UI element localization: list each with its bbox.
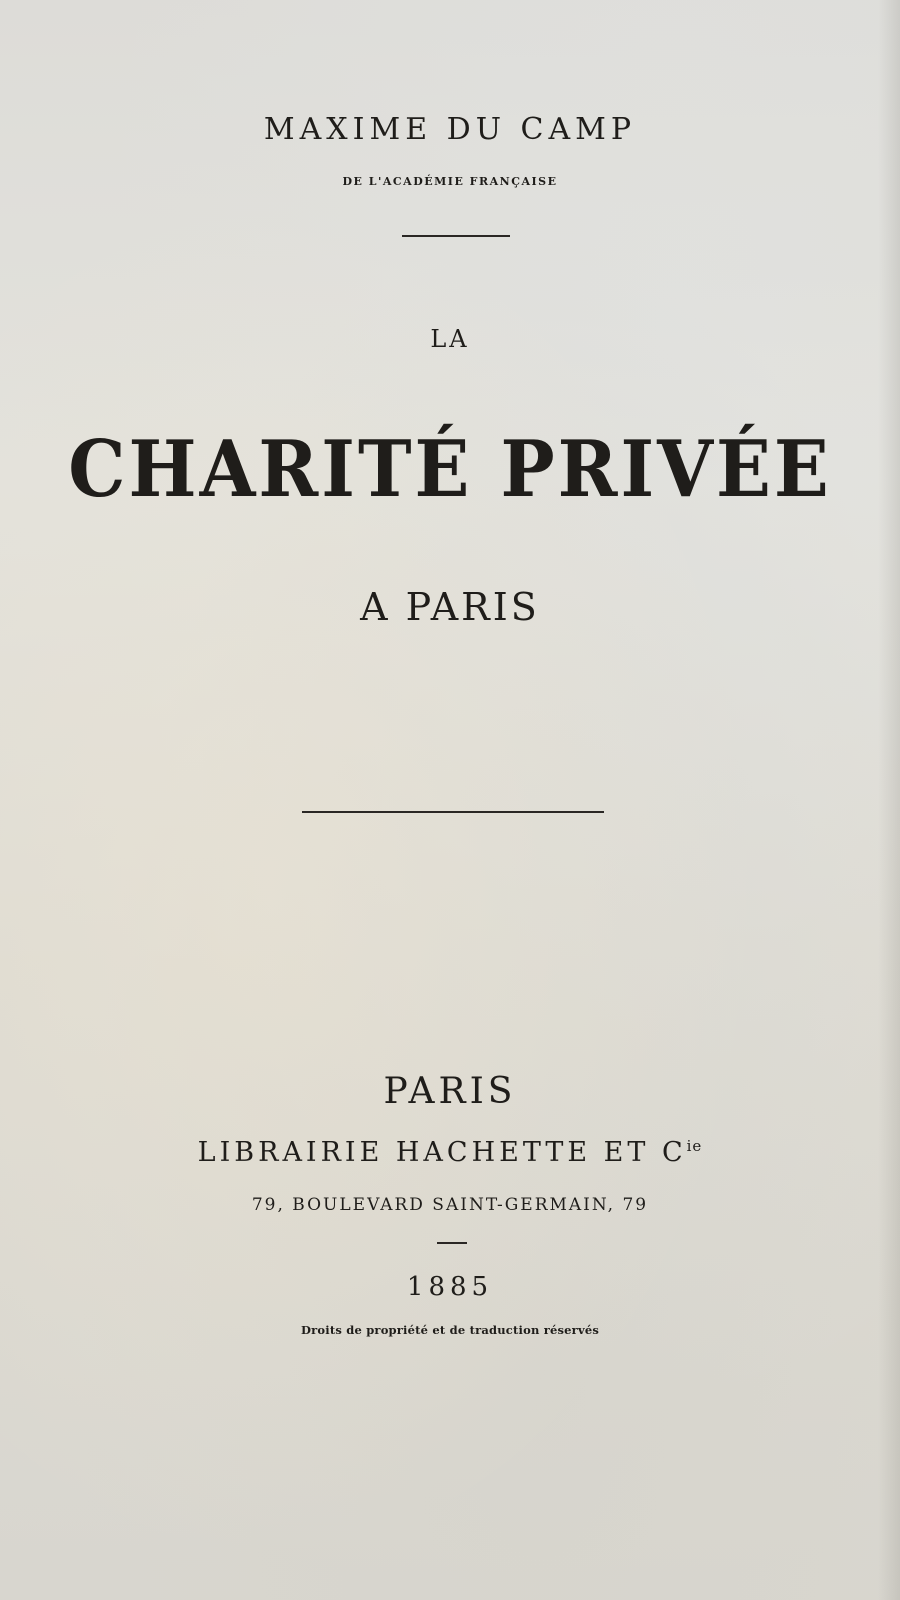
divider-long bbox=[302, 811, 604, 813]
rights-notice: Droits de propriété et de traduction réservés bbox=[300, 1323, 600, 1337]
author-affiliation: DE L'ACADÉMIE FRANÇAISE bbox=[342, 175, 558, 188]
author-name: MAXIME DU CAMP bbox=[263, 112, 637, 147]
imprint-city: PARIS bbox=[383, 1071, 517, 1112]
publication-year: 1885 bbox=[406, 1272, 494, 1302]
publisher-suffix: ie bbox=[686, 1137, 703, 1155]
publisher-address: 79, BOULEVARD SAINT-GERMAIN, 79 bbox=[251, 1195, 649, 1215]
divider-short bbox=[402, 235, 510, 237]
title-article: LA bbox=[430, 325, 470, 353]
divider-tiny bbox=[437, 1242, 467, 1244]
book-title: CHARITÉ PRIVÉE bbox=[68, 422, 832, 515]
publisher-name-text: LIBRAIRIE HACHETTE ET C bbox=[197, 1137, 687, 1168]
publisher-name bbox=[0, 1137, 900, 1168]
title-place: A PARIS bbox=[360, 585, 540, 629]
